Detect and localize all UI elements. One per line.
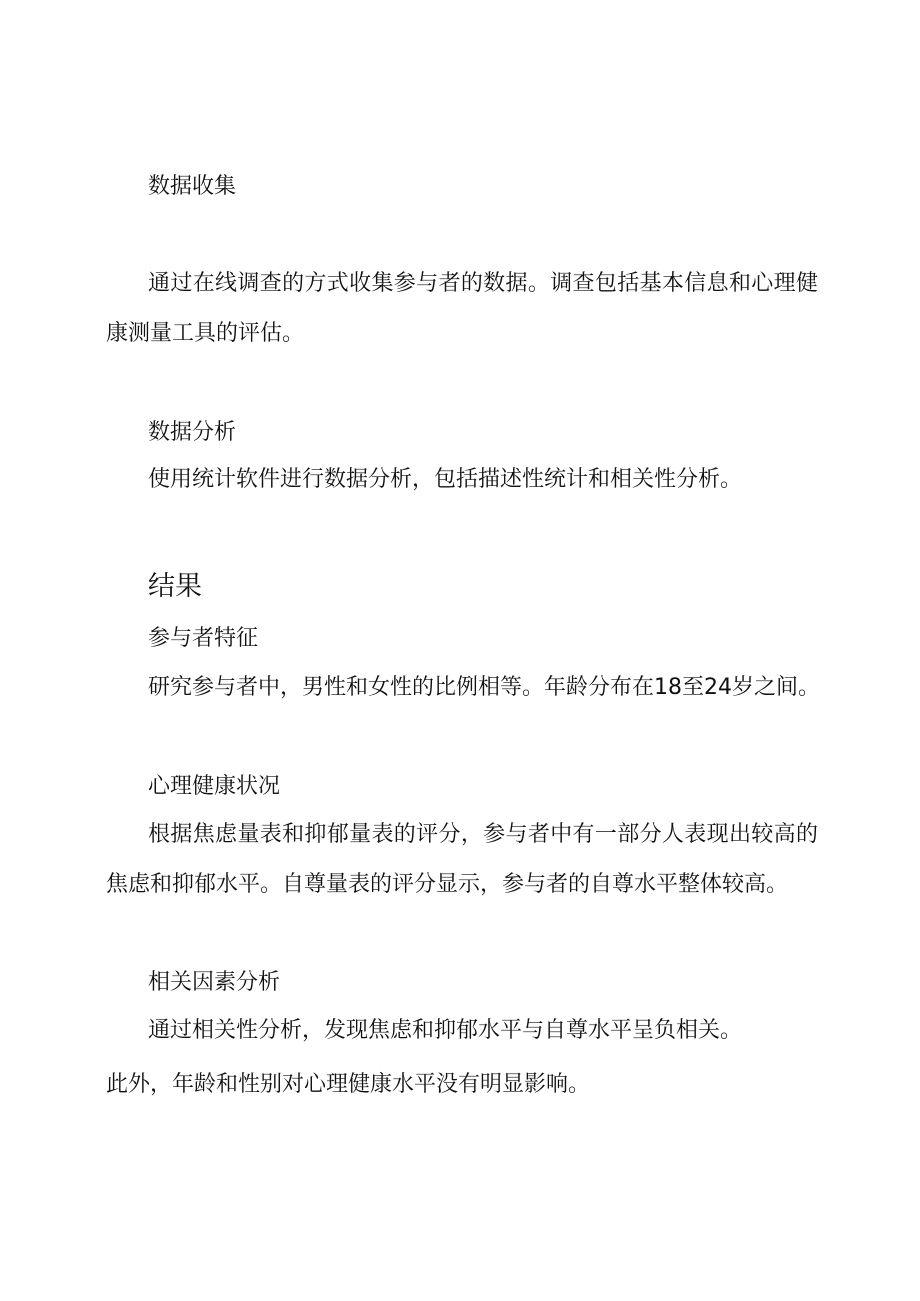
paragraph-participant-characteristics: 研究参与者中，男性和女性的比例相等。年龄分布在18至24岁之间。 <box>148 675 820 700</box>
paragraph-related-factors: 通过相关性分析，发现焦虑和抑郁水平与自尊水平呈负相关。 <box>148 1018 743 1043</box>
paragraph-data-collection: 通过在线调查的方式收集参与者的数据。调查包括基本信息和心理健康测量工具的评估。 <box>106 271 818 346</box>
section-heading-data-collection: 数据收集 <box>148 174 237 199</box>
subsection-heading-mental-health-status: 心理健康状况 <box>148 774 281 799</box>
paragraph-mental-health-status: 根据焦虑量表和抑郁量表的评分，参与者中有一部分人表现出较高的焦虑和抑郁水平。自尊量表的评分显示，参与者的自尊水平整体较高。 <box>106 822 818 897</box>
subsection-heading-related-factors: 相关因素分析 <box>148 970 281 995</box>
results-title: 结果 <box>148 571 202 602</box>
subsection-heading-participant-characteristics: 参与者特征 <box>148 626 259 651</box>
section-heading-data-analysis: 数据分析 <box>148 420 237 445</box>
paragraph-related-factors-continuation: 此外，年龄和性别对心理健康水平没有明显影响。 <box>106 1072 591 1097</box>
paragraph-data-analysis: 使用统计软件进行数据分析，包括描述性统计和相关性分析。 <box>148 467 743 492</box>
